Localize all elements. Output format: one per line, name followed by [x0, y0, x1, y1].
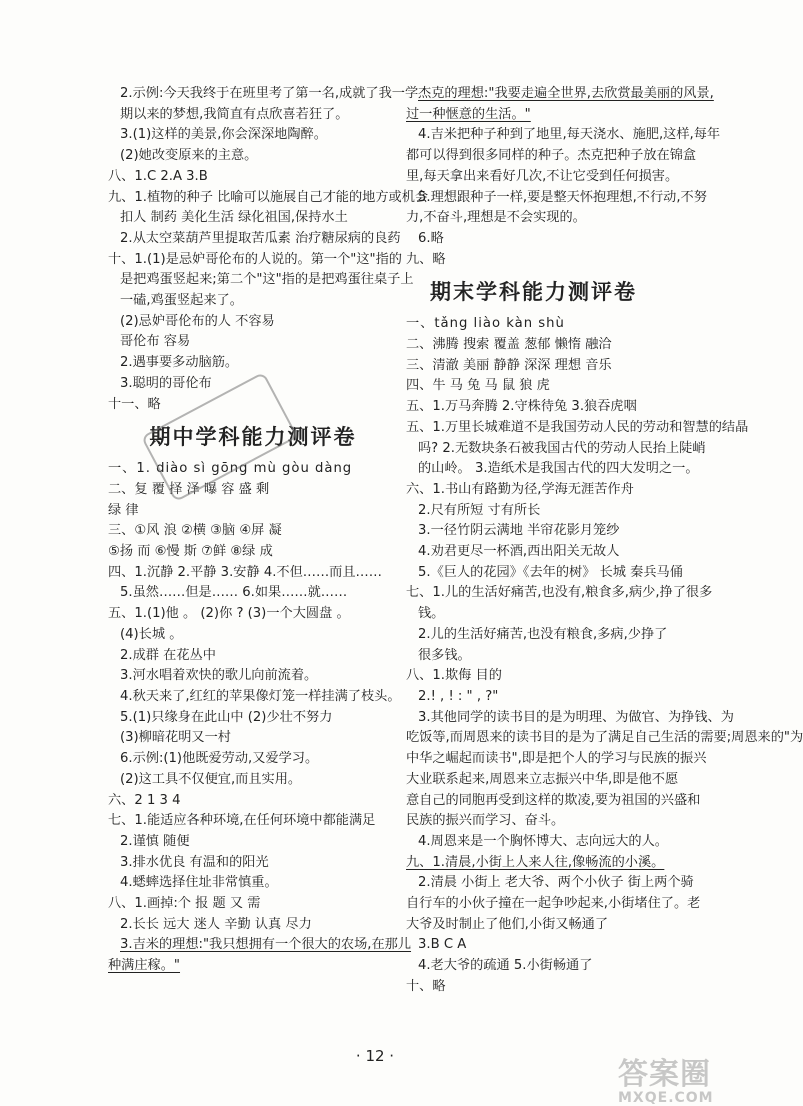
answer-line: 中华之崛起而读书",即是把个人的学习与民族的振兴	[406, 751, 707, 767]
answer-line: 大爷及时制止了他们,小街又畅通了	[406, 916, 609, 932]
answer-line: 一、tǎng liào kàn shù	[406, 316, 565, 332]
answer-line: 6.略	[418, 230, 444, 246]
answer-line: 2.遇事要多动脑筋。	[120, 355, 239, 371]
answer-line: 4.吉米把种子种到了地里,每天浇水、施肥,这样,每年	[418, 127, 721, 143]
answer-line: 十一、略	[108, 396, 161, 412]
answer-line: 2.清晨 小街上 老大爷、两个小伙子 街上两个骑	[418, 875, 694, 891]
answer-line: 里,每天拿出来看好几次,不让它受到任何损害。	[406, 168, 679, 184]
answer-line: 意自己的同胞再受到这样的欺凌,要为祖国的兴盛和	[406, 792, 701, 808]
answer-line: 2.儿的生活好痛苦,也没有粮食,多病,少挣了	[418, 626, 668, 642]
answer-line: 的山岭。 3.造纸术是我国古代的四大发明之一。	[418, 461, 699, 477]
answer-line: 九、略	[406, 251, 446, 267]
answer-line: 绿 律	[108, 502, 139, 518]
answer-line: 钱。	[418, 606, 445, 622]
answer-line: 五、1.万里长城难道不是我国劳动人民的劳动和智慧的结晶	[406, 419, 749, 435]
answer-line: 都可以得到很多同样的种子。杰克把种子放在锦盒	[406, 148, 697, 164]
answer-line: 三、清澈 美丽 静静 深深 理想 音乐	[406, 357, 612, 373]
answer-line: 八、1.欺侮 目的	[406, 668, 502, 684]
answer-line: 五、1.(1)他 。 (2)你 ? (3)一个大圆盘 。	[108, 606, 350, 622]
answer-line: 力,不奋斗,理想是不会实现的。	[406, 210, 586, 226]
answer-line: 大业联系起来,周恩来立志振兴中华,即是他不愿	[406, 771, 679, 787]
answer-line: 种满庄稼。"	[108, 958, 181, 974]
answer-line: 五、1.万马奔腾 2.守株待兔 3.狼吞虎咽	[406, 399, 637, 415]
answer-line: 自行车的小伙子撞在一起争吵起来,小街堵住了。老	[406, 896, 701, 912]
answer-line: 九、1.植物的种子 比喻可以施展自己才能的地方或机会	[108, 189, 429, 205]
answer-line: 四、1.沉静 2.平静 3.安静 4.不但……而且……	[108, 564, 382, 580]
page-number: · 12 ·	[355, 1047, 395, 1065]
answer-line: 3.(1)这样的美景,你会深深地陶醉。	[120, 127, 327, 143]
answer-line: 十、1.(1)是忌妒哥伦布的人说的。第一个"这"指的	[108, 251, 402, 267]
answer-line: 3.排水优良 有温和的阳光	[120, 854, 269, 870]
answer-line: 4.蟋蟀选择住址非常慎重。	[120, 875, 278, 891]
answer-line: 2.长长 远大 迷人 辛勤 认真 尽力	[120, 916, 312, 932]
watermark-mark: 答案圈	[618, 1057, 711, 1092]
answer-line: 三、①风 浪 ②横 ③脑 ④屏 凝	[108, 523, 282, 539]
answer-line: 3.其他同学的读书目的是为明理、为做官、为挣钱、为	[418, 709, 734, 725]
answer-line: 5.(1)只缘身在此山中 (2)少壮不努力	[120, 709, 333, 725]
answer-line: (3)柳暗花明又一村	[120, 730, 231, 746]
answer-line: 二、复 覆 择 泽 曝 容 盛 剩	[108, 481, 270, 497]
answer-line: 4.老大爷的疏通 5.小街畅通了	[418, 958, 593, 974]
answer-line: 4.劝君更尽一杯酒,西出阳关无故人	[418, 544, 620, 560]
answer-line: 七、1.能适应各种环境,在任何环境中都能满足	[108, 813, 376, 829]
answer-line: 一磕,鸡蛋竖起来了。	[120, 293, 243, 309]
answer-line: 期以来的梦想,我简直有点欣喜若狂了。	[120, 106, 349, 122]
answer-line: 九、1.清晨,小街上人来人往,像畅流的小溪。	[406, 854, 665, 870]
final-exam-answers	[406, 314, 803, 997]
answer-line: (2)她改变原来的主意。	[120, 148, 258, 164]
answer-line: 2.成群 在花丛中	[120, 647, 216, 663]
answer-line: 5.《巨人的花园》《去年的树》 长城 秦兵马俑	[418, 564, 683, 580]
answer-line: 3.河水唱着欢快的歌儿向前流着。	[120, 668, 318, 684]
answer-line: 2.! , ! : " , ?"	[418, 688, 499, 704]
answer-line: 二、沸腾 搜索 覆盖 葱郁 懒惰 融洽	[406, 337, 612, 353]
answer-line: 杰克的理想:"我要走遍全世界,去欣赏最美丽的风景,	[418, 86, 714, 101]
watermark-url: MXQE.COM	[618, 1090, 714, 1106]
answer-line: 很多钱。	[418, 647, 471, 663]
midterm-answers	[108, 459, 412, 977]
answer-line: 5.虽然……但是…… 6.如果……就……	[120, 585, 348, 601]
right-top-answers	[406, 84, 721, 270]
answer-line: 哥伦布 容易	[120, 334, 191, 350]
answer-line: 4.秋天来了,红红的苹果像灯笼一样挂满了枝头。	[120, 688, 401, 704]
answer-line: 扣人 制药 美化生活 绿化祖国,保持水土	[120, 210, 348, 226]
answer-line: 六、1.书山有路勤为径,学海无涯苦作舟	[406, 481, 634, 497]
answer-line: 3.B C A	[418, 937, 467, 953]
answer-line: 4.周恩来是一个胸怀博大、志向远大的人。	[418, 833, 668, 849]
answer-line: 3.一径竹阴云满地 半帘花影月笼纱	[418, 523, 620, 539]
answer-line: ⑤扬 而 ⑥慢 斯 ⑦鲜 ⑧绿 成	[108, 544, 273, 560]
answer-line: 6.示例:(1)他既爱劳动,又爱学习。	[120, 751, 319, 767]
answer-line: 过一种惬意的生活。"	[406, 106, 531, 122]
answer-line: 一、1. diào sì gōng mù gòu dàng	[108, 461, 353, 477]
answer-line: 四、牛 马 兔 马 鼠 狼 虎	[406, 378, 550, 394]
answer-line: 七、1.儿的生活好痛苦,也没有,粮食多,病少,挣了很多	[406, 585, 713, 601]
answer-line: 3.聪明的哥伦布	[120, 375, 212, 391]
answer-line: 民族的振兴而学习、奋斗。	[406, 813, 565, 829]
answer-line: 八、1.C 2.A 3.B	[108, 168, 208, 184]
answer-line: (2)忌妒哥伦布的人 不容易	[120, 313, 275, 329]
answer-line: 2.从太空菜葫芦里提取苦瓜素 治疗糖尿病的良药	[120, 230, 401, 246]
answer-line: 2.谨慎 随便	[120, 833, 190, 849]
answer-line: 吃饭等,而周恩来的读书目的是为了满足自己生活的需要;周恩来的"为	[406, 730, 803, 746]
answer-line: 是把鸡蛋竖起来;第二个"这"指的是把鸡蛋往桌子上	[120, 272, 414, 288]
answer-line: 八、1.画掉:个 报 题 又 需	[108, 896, 261, 912]
final-exam-title: 期末学科能力测评卷	[430, 280, 637, 305]
answer-line: 5.理想跟种子一样,要是整天怀抱理想,不行动,不努	[418, 189, 707, 205]
answer-line: 3.吉米的理想:"我只想拥有一个很大的农场,在那儿	[120, 937, 412, 953]
answer-line: 2.示例:今天我终于在班里考了第一名,成就了我一学	[120, 86, 419, 101]
answer-line: 2.尺有所短 寸有所长	[418, 502, 541, 518]
watermark-logo	[618, 1057, 750, 1106]
answer-line: (2)这工具不仅便宜,而且实用。	[120, 771, 302, 787]
right-column	[406, 84, 803, 998]
answer-line: 十、略	[406, 978, 446, 994]
answer-line: (4)长城 。	[120, 626, 183, 642]
midterm-title: 期中学科能力测评卷	[149, 425, 357, 450]
answer-line: 吗? 2.无数块条石被我国古代的劳动人民抬上陡峭	[418, 440, 706, 456]
answer-line: 六、2 1 3 4	[108, 792, 181, 808]
